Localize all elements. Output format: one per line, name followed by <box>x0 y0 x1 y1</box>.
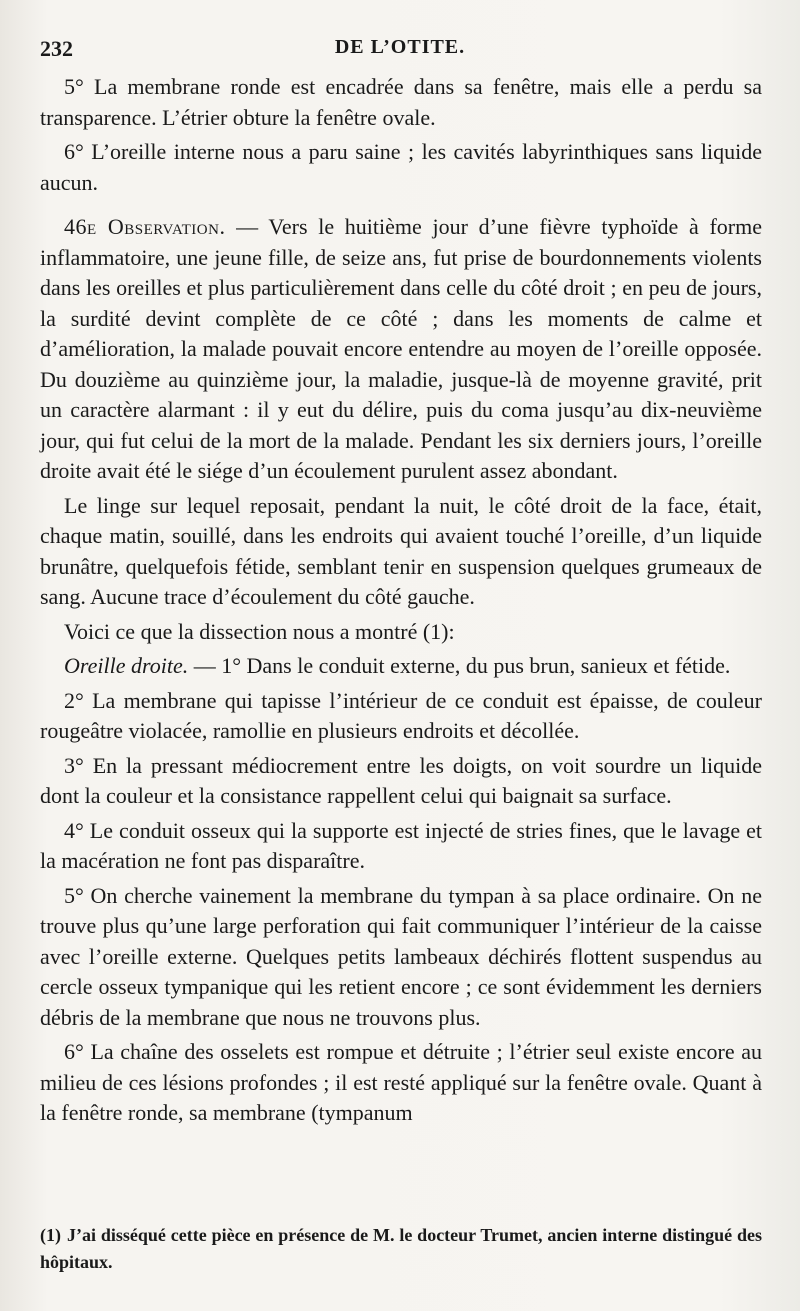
page-number: 232 <box>40 36 73 61</box>
paragraph: 6° La chaîne des osselets est rompue et détruite ; l’étrier seul existe encore au milieu de ces lésions profondes ; il est resté appliqué sur la fenêtre ovale. Quant à la fenêtre ronde, sa membrane (tympanum <box>40 1039 762 1125</box>
paragraph: 5° La membrane ronde est encadrée dans sa fenêtre, mais elle a perdu sa transparence. L’étrier obture la fenêtre ovale. <box>40 74 762 130</box>
observation-paragraph: 46e Observation. — Vers le huitième jour d’une fièvre typhoïde à forme inflammatoire, une jeune fille, de seize ans, fut prise de bourdonnements violents dans les oreilles et plus particulièrement dans celle du côté droit ; en peu de jours, la surdité devint complète de ce côté ; dans les moments de calme et d’amélioration, la malade pouvait encore entendre au moyen de l’oreille opposée. Du douzième au quinzième jour, la maladie, jusque-là de moyenne gravité, prit un caractère alarmant : il y eut du délire, puis du coma jusqu’au dix-neuvième jour, qui fut celui de la mort de la malade. Pendant les six derniers jours, l’oreille droite avait été le siége d’un écoulement purulent assez abondant. <box>40 214 762 483</box>
paragraph: 5° On cherche vainement la membrane du tympan à sa place ordinaire. On ne trouve plus qu’une large perforation qui fait communiquer l’intérieur de la caisse avec l’oreille externe. Quelques petits lambeaux déchirés flottent suspendus au cercle osseux tympanique qui les retient encore ; ce sont évidemment les derniers débris de la membrane que nous ne trouvons plus. <box>40 882 762 1030</box>
footnote-text: J’ai disséqué cette pièce en présence de M. le docteur Trumet, ancien interne distingué des hôpitaux. <box>40 1225 762 1272</box>
paragraph: 4° Le conduit osseux qui la supporte est injecté de stries fines, que le lavage et la macération ne font pas disparaître. <box>40 817 762 873</box>
observation-heading: 46e Observation. <box>64 214 226 239</box>
footnote-mark: (1) <box>40 1225 61 1245</box>
footnote <box>40 1222 762 1276</box>
paragraph: 6° L’oreille interne nous a paru saine ; les cavités labyrinthiques sans liquide aucun. <box>40 139 762 195</box>
section-lead: Oreille droite. <box>64 653 189 678</box>
paragraph: Le linge sur lequel reposait, pendant la nuit, le côté droit de la face, était, chaque matin, souillé, dans les endroits qui avaient touché l’oreille, d’un liquide brunâtre, quelquefois fétide, semblant tenir en suspension quelques grumeaux de sang. Aucune trace d’écoulement du côté gauche. <box>40 492 762 609</box>
paragraph: 2° La membrane qui tapisse l’intérieur de ce conduit est épaisse, de couleur rougeâtre violacée, ramollie en plusieurs endroits et décollée. <box>40 687 762 743</box>
body-text <box>40 72 762 1133</box>
paragraph: Oreille droite. — 1° Dans le conduit externe, du pus brun, sanieux et fétide. <box>64 653 731 678</box>
running-title: DE L’OTITE. <box>334 36 466 58</box>
paragraph: Voici ce que la dissection nous a montré (1): <box>64 618 455 644</box>
paragraph: 3° En la pressant médiocrement entre les doigts, on voit sourdre un liquide dont la couleur et la consistance rappellent celui qui baignait sa surface. <box>40 752 762 808</box>
page-header <box>40 30 760 64</box>
